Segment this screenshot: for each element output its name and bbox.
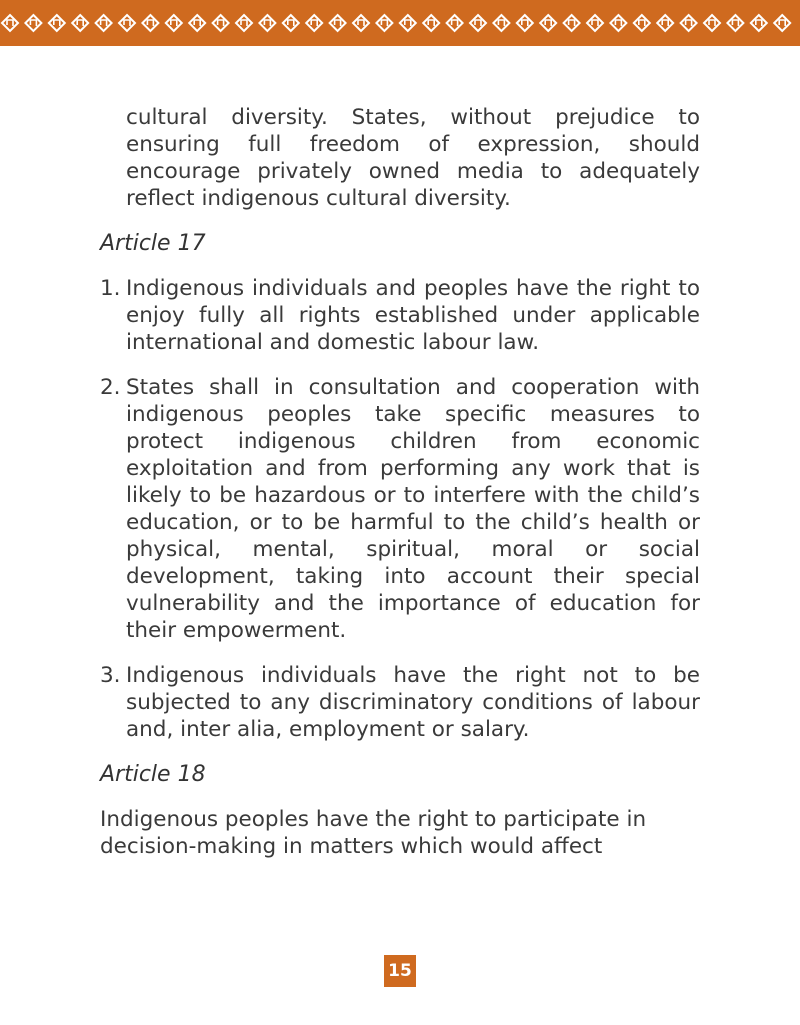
pattern-motif xyxy=(306,15,322,31)
article-18-paragraph: Indigenous peoples have the right to participate in decision-making in matters which would affect xyxy=(100,807,647,859)
pattern-motif xyxy=(727,15,743,31)
pattern-motif xyxy=(634,15,650,31)
pattern-motif xyxy=(564,15,580,31)
pattern-motif xyxy=(213,15,229,31)
pattern-motif xyxy=(353,15,369,31)
pattern-motif xyxy=(25,15,41,31)
pattern-motif xyxy=(236,15,252,31)
pattern-motif xyxy=(751,15,767,31)
pattern-motif xyxy=(376,15,392,31)
pattern-motif xyxy=(774,15,790,31)
pattern-motif xyxy=(587,15,603,31)
pattern-motif xyxy=(72,15,88,31)
page-content xyxy=(100,104,700,860)
item-text: Indigenous individuals have the right not to be subjected to any discriminatory conditions of labour and, inter alia, employment or salary. xyxy=(126,663,700,742)
pattern-motif xyxy=(610,15,626,31)
item-number: 2. xyxy=(100,375,121,400)
pattern-motif xyxy=(259,15,275,31)
pattern-motif xyxy=(493,15,509,31)
pattern-motif xyxy=(283,15,299,31)
pattern-motif xyxy=(2,15,18,31)
pattern-motif xyxy=(96,15,112,31)
pattern-motif xyxy=(517,15,533,31)
article-18-heading: Article 18 xyxy=(100,762,206,787)
pattern-motif xyxy=(189,15,205,31)
page-number: 15 xyxy=(384,955,416,987)
article-17-item-1 xyxy=(100,275,700,356)
pattern-motif xyxy=(470,15,486,31)
pattern-motif xyxy=(704,15,720,31)
pattern-motif xyxy=(400,15,416,31)
article-17-item-2 xyxy=(100,374,700,644)
item-number: 3. xyxy=(100,663,121,688)
article-17-item-3 xyxy=(100,662,700,743)
pattern-motif xyxy=(330,15,346,31)
article-17-heading: Article 17 xyxy=(100,231,206,256)
pattern-motif xyxy=(657,15,673,31)
item-text: Indigenous individuals and peoples have the right to enjoy fully all rights established under applicable international and domestic labour law. xyxy=(126,276,700,355)
pattern-motif xyxy=(49,15,65,31)
decorative-header-band xyxy=(0,0,800,46)
pattern-motif xyxy=(447,15,463,31)
greek-key-pattern-icon xyxy=(0,10,800,36)
item-number: 1. xyxy=(100,276,121,301)
pattern-motif xyxy=(166,15,182,31)
pattern-motif xyxy=(540,15,556,31)
item-text: States shall in consultation and cooperation with indigenous peoples take specific measures to protect indigenous children from economic exploitation and from performing any work that is likely to be hazardous or to interfere with the child’s education, or to be harmful to the child’s health or physical, mental, spiritual, moral or social development, taking into account their special vulnerability and the importance of education for their empowerment. xyxy=(126,375,700,643)
pattern-motif xyxy=(142,15,158,31)
pattern-motif xyxy=(681,15,697,31)
continued-paragraph: cultural diversity. States, without prejudice to ensuring full freedom of expression, should encourage privately owned media to adequately reflect indigenous cultural diversity. xyxy=(126,105,700,211)
pattern-motif xyxy=(119,15,135,31)
pattern-motif xyxy=(423,15,439,31)
